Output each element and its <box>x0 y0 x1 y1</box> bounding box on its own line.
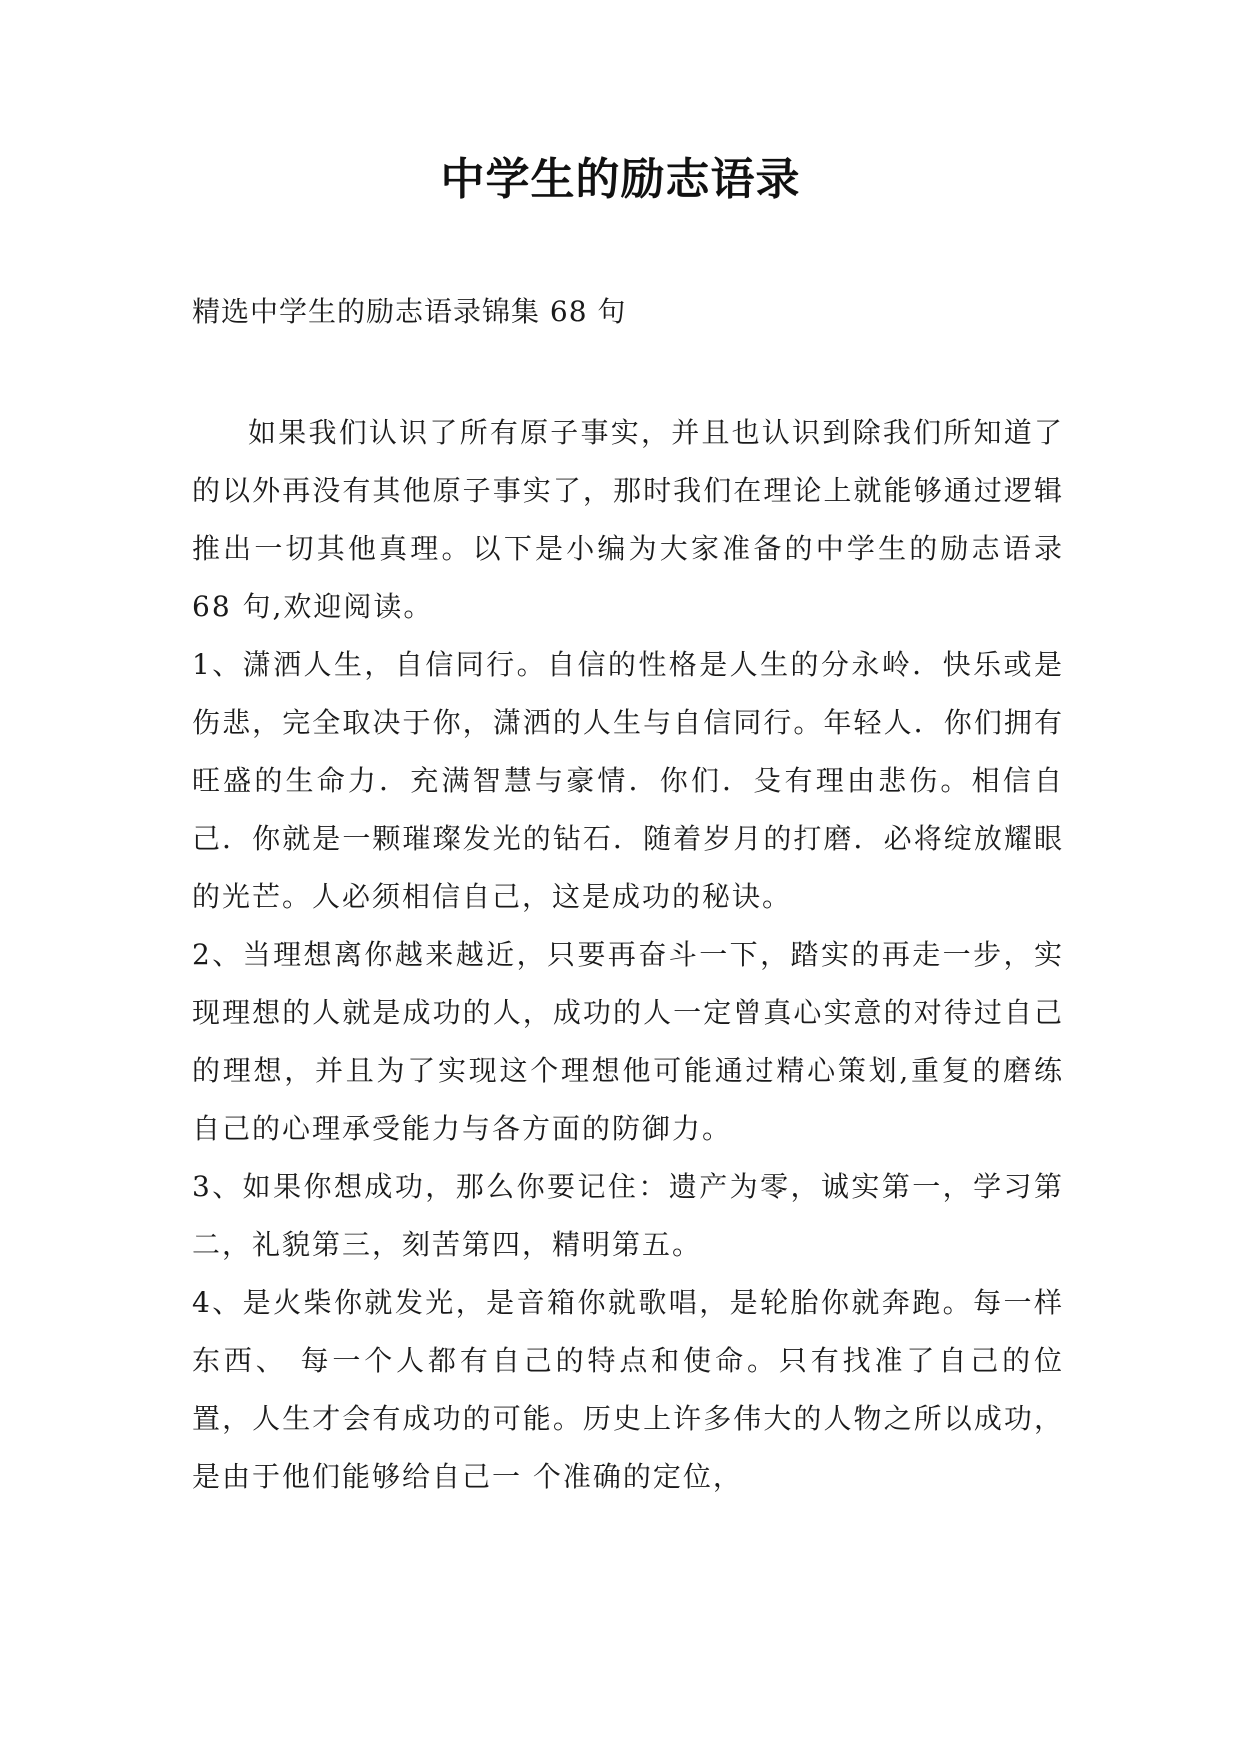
quote-paragraph-3: 3、如果你想成功，那么你要记住：遗产为零，诚实第一，学习第二，礼貌第三，刻苦第四，精明第五。 <box>192 1170 1064 1261</box>
intro-paragraph: 如果我们认识了所有原子事实，并且也认识到除我们所知道了的以外再没有其他原子事实了，那时我们在理论上就能够通过逻辑推出一切其他真理。以下是小编为大家准备的中学生的励志语录 68 句,欢迎阅读。 <box>192 416 1064 623</box>
document-subtitle: 精选中学生的励志语录锦集 68 句 <box>192 295 627 328</box>
quote-paragraph-2: 2、当理想离你越来越近，只要再奋斗一下，踏实的再走一步，实现理想的人就是成功的人，成功的人一定曾真心实意的对待过自己的理想，并且为了实现这个理想他可能通过精心策划,重复的磨练自己的心理承受能力与各方面的防御力。 <box>192 938 1064 1145</box>
document-body <box>192 404 1064 1506</box>
quote-paragraph-4: 4、是火柴你就发光，是音箱你就歌唱，是轮胎你就奔跑。每一样东西、 每一个人都有自己的特点和使命。只有找准了自己的位置，人生才会有成功的可能。历史上许多伟大的人物之所以成功，是由于他们能够给自己一 个准确的定位， <box>192 1286 1064 1493</box>
quote-paragraph-1: 1、潇洒人生，自信同行。自信的性格是人生的分永岭．快乐或是伤悲，完全取决于你，潇洒的人生与自信同行。年轻人．你们拥有旺盛的生命力．充满智慧与豪情．你们．殳有理由悲伤。相信自己．你就是一颗璀璨发光的钻石．随着岁月的打磨．必将绽放耀眼的光芒。人必须相信自己，这是成功的秘诀。 <box>192 648 1064 913</box>
document-title: 中学生的励志语录 <box>440 154 801 205</box>
